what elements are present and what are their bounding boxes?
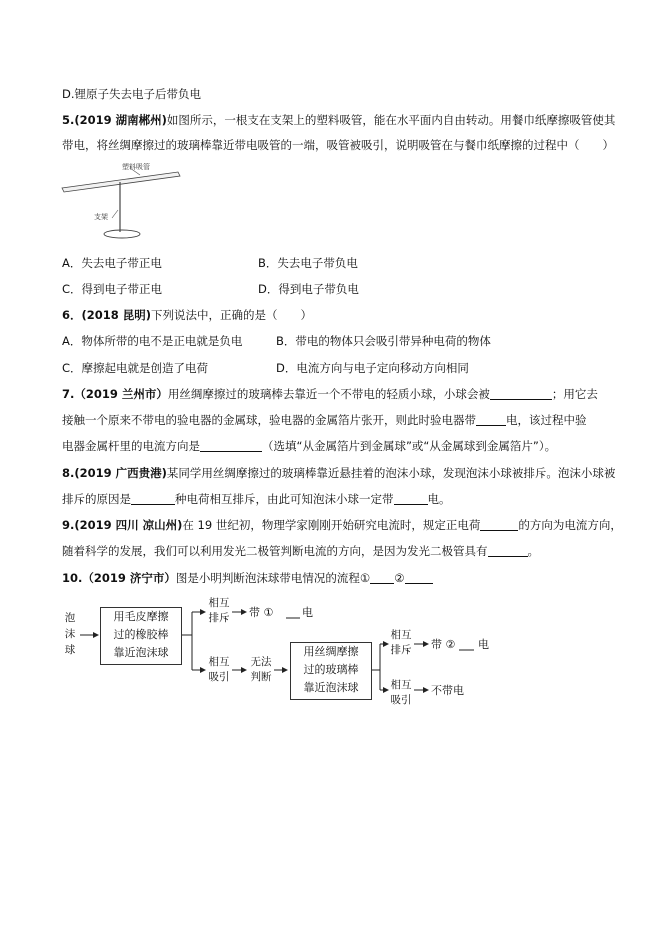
q7-line3 bbox=[62, 438, 556, 454]
q9-text-2b: 。 bbox=[527, 544, 539, 558]
flow-attract-2 bbox=[388, 678, 414, 708]
flow-undetermined-line2: 判断 bbox=[250, 671, 272, 683]
q9-line1 bbox=[62, 517, 622, 533]
flow-start bbox=[64, 610, 80, 658]
flow-result-1 bbox=[249, 605, 273, 620]
flow-attract2-line1: 相互 bbox=[390, 679, 412, 691]
flow-repel2-line1: 相互 bbox=[390, 629, 412, 641]
q10-blank-2[interactable] bbox=[405, 571, 433, 584]
q8-text-2c: 电。 bbox=[427, 492, 451, 506]
q9-text-1a: 在 19 世纪初，物理学家刚刚开始研究电流时，规定正电荷 bbox=[182, 518, 481, 532]
q9-text-1b: 的方向为电流方向， bbox=[518, 518, 622, 532]
q5-option-b: B．失去电子带负电 bbox=[258, 256, 358, 270]
q10-text: 图是小明判断泡沫球带电情况的流程① bbox=[175, 571, 371, 585]
flow-attract1-line1: 相互 bbox=[208, 656, 230, 668]
flow-box-glass-rod bbox=[290, 642, 372, 700]
q7-text-2b: 电，该过程中验 bbox=[506, 413, 587, 427]
q6-option-c: C．摩擦起电就是创造了电荷 bbox=[62, 361, 209, 375]
q9-number: 9. bbox=[62, 518, 75, 532]
q8-line2 bbox=[62, 491, 451, 507]
q7-text-1a: 用丝绸摩擦过的玻璃棒去靠近一个不带电的轻质小球，小球会被 bbox=[167, 387, 490, 401]
flow-result-2-suffix: 电 bbox=[478, 638, 489, 651]
q9-blank-1[interactable] bbox=[480, 518, 518, 531]
q5-number: 5. bbox=[62, 113, 75, 127]
flow-repel2-line2: 排斥 bbox=[390, 644, 412, 656]
flow-box1-line3: 靠近泡沫球 bbox=[113, 646, 169, 659]
flow-undetermined bbox=[248, 655, 274, 685]
flow-attract2-line2: 吸引 bbox=[390, 694, 412, 706]
q8-number: 8. bbox=[62, 466, 75, 480]
q6-number: 6． bbox=[62, 308, 82, 322]
straw-stand-figure bbox=[60, 160, 200, 245]
q8-source: (2019 广西贵港) bbox=[74, 466, 167, 480]
q7-text-3b: （选填“从金属箔片到金属球”或“从金属球到金属箔片”）。 bbox=[262, 439, 557, 453]
q10-blank-1[interactable] bbox=[370, 571, 394, 584]
q4-option-d: D.锂原子失去电子后带负电 bbox=[62, 87, 202, 101]
flow-repel1-line2: 排斥 bbox=[208, 612, 230, 624]
flow-attract-1 bbox=[206, 655, 232, 685]
q10-source: （2019 济宁市） bbox=[82, 571, 176, 585]
flow-box1-line1: 用毛皮摩擦 bbox=[113, 610, 169, 623]
q9-blank-2[interactable] bbox=[488, 544, 528, 557]
q7-source: （2019 兰州市） bbox=[74, 387, 168, 401]
figure-label-stand: 支架 bbox=[94, 213, 108, 221]
q8-text-2b: 种电荷相互排斥，由此可知泡沫小球一定带 bbox=[175, 492, 394, 506]
q8-text-1: 某同学用丝绸摩擦过的玻璃棒靠近悬挂着的泡沫小球，发现泡沫小球被排斥。泡沫小球被 bbox=[166, 466, 616, 480]
q6-option-d: D．电流方向与电子定向移动方向相同 bbox=[276, 361, 469, 375]
flow-start-text: 泡沫球 bbox=[64, 612, 76, 656]
q5-text-1: 如图所示，一根支在支架上的塑料吸管，能在水平面内自由转动。用餐巾纸摩擦吸管使其 bbox=[166, 113, 616, 127]
flow-box2-line2: 过的玻璃棒 bbox=[303, 663, 359, 676]
figure-label-straw: 塑料吸管 bbox=[122, 163, 150, 171]
flow-repel-2 bbox=[388, 628, 414, 658]
flow-box1-line2: 过的橡胶棒 bbox=[113, 628, 169, 641]
q7-line1 bbox=[62, 386, 598, 402]
q7-line2 bbox=[62, 412, 587, 428]
q8-blank-2[interactable] bbox=[394, 492, 428, 505]
flow-result1-a: 带 ① bbox=[249, 606, 274, 619]
flow-result-3: 不带电 bbox=[431, 684, 464, 697]
q9-line2 bbox=[62, 543, 539, 559]
q10-number: 10. bbox=[62, 571, 83, 585]
flow-result-1-suffix: 电 bbox=[302, 606, 313, 619]
q8-text-2a: 排斥的原因是 bbox=[62, 492, 131, 506]
q8-blank-1[interactable] bbox=[131, 492, 175, 505]
q7-text-1b: ；用它去 bbox=[551, 387, 598, 401]
q5-option-a: A．失去电子带正电 bbox=[62, 256, 162, 270]
q8-line1 bbox=[62, 465, 615, 481]
q10-mark-2: ② bbox=[394, 571, 405, 585]
flow-box-rubber-rod bbox=[100, 607, 182, 665]
q5-stem-line1 bbox=[62, 112, 615, 128]
q7-text-2a: 接触一个原来不带电的验电器的金属球，验电器的金属箔片张开，则此时验电器带 bbox=[62, 413, 476, 427]
q7-blank-2[interactable] bbox=[476, 413, 506, 426]
flow-repel1-line1: 相互 bbox=[208, 597, 230, 609]
q5-stem-line2: 带电，将丝绸摩擦过的玻璃棒靠近带电吸管的一端，吸管被吸引，说明吸管在与餐巾纸摩擦的过程中（ ） bbox=[62, 138, 614, 152]
q9-source: (2019 四川 凉山州) bbox=[74, 518, 183, 532]
q6-stem bbox=[62, 307, 312, 323]
flow-repel-1 bbox=[206, 596, 232, 626]
q7-number: 7. bbox=[62, 387, 75, 401]
q6-text: 下列说法中，正确的是（ ） bbox=[151, 308, 313, 322]
q7-blank-1[interactable] bbox=[490, 387, 552, 400]
flow-result-2: 带 ② bbox=[431, 638, 456, 651]
flow-box2-line1: 用丝绸摩擦 bbox=[303, 645, 359, 658]
q7-text-3a: 电器金属杆里的电流方向是 bbox=[62, 439, 200, 453]
q5-option-c: C．得到电子带正电 bbox=[62, 282, 163, 296]
flow-attract1-line2: 吸引 bbox=[208, 671, 230, 683]
flow-undetermined-line1: 无法 bbox=[250, 656, 272, 668]
q6-option-a: A．物体所带的电不是正电就是负电 bbox=[62, 334, 243, 348]
q10-stem bbox=[62, 570, 433, 586]
q6-source: (2018 昆明) bbox=[81, 308, 152, 322]
q6-option-b: B．带电的物体只会吸引带异种电荷的物体 bbox=[276, 334, 491, 348]
q5-source: (2019 湖南郴州) bbox=[74, 113, 167, 127]
q5-option-d: D．得到电子带负电 bbox=[258, 282, 359, 296]
flow-box2-line3: 靠近泡沫球 bbox=[303, 681, 359, 694]
q9-text-2a: 随着科学的发展，我们可以利用发光二极管判断电流的方向，是因为发光二极管具有 bbox=[62, 544, 488, 558]
q7-blank-3[interactable] bbox=[200, 439, 262, 452]
